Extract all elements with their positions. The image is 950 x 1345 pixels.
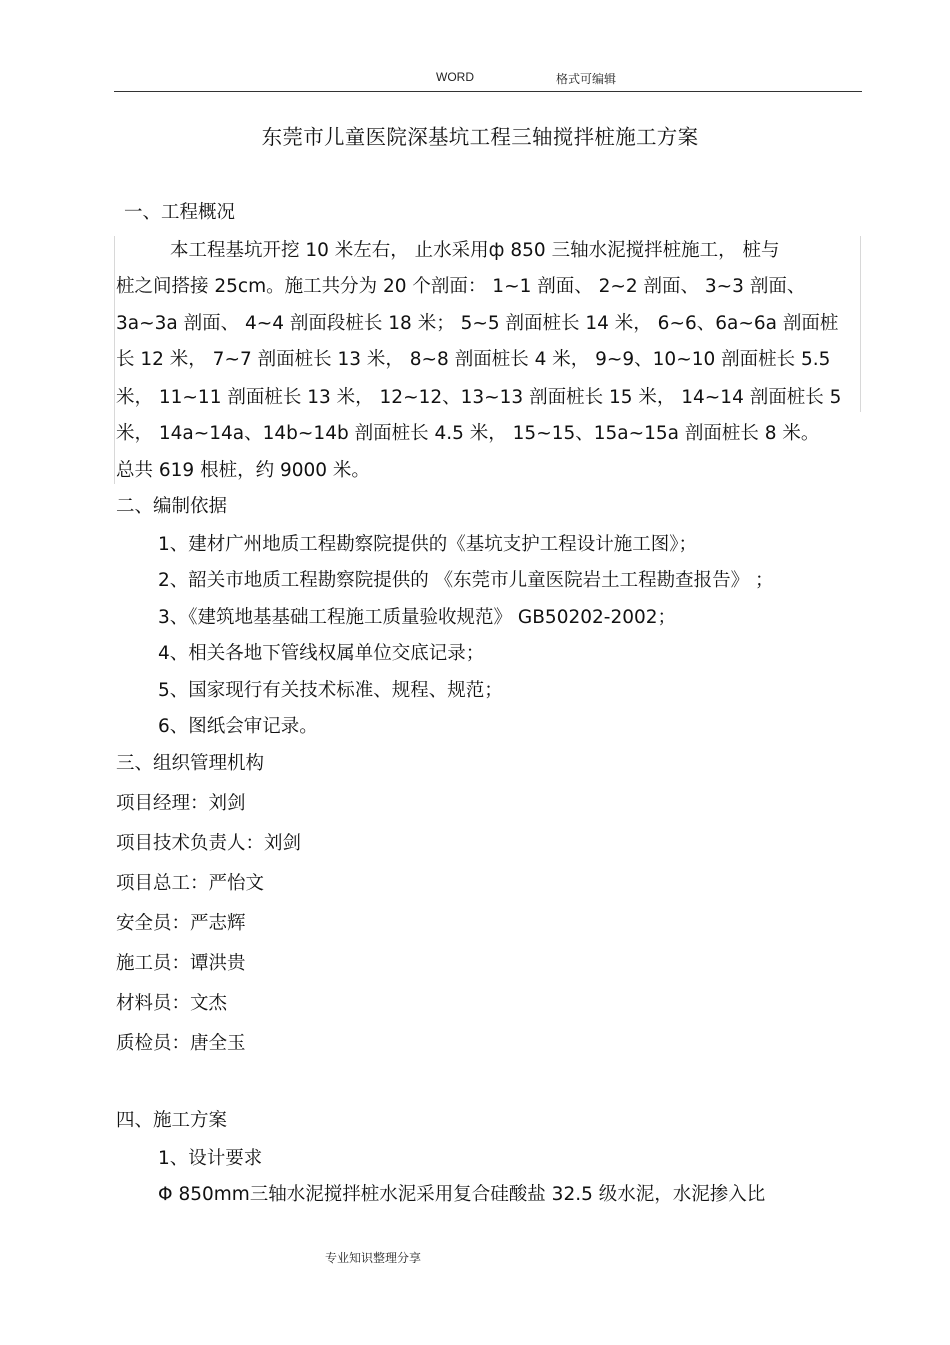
overview-line-4: 长 12 米， 7~7 剖面桩长 13 米， 8~8 剖面桩长 4 米， 9~9、10~10 剖面桩长 5.5	[116, 349, 831, 370]
header-divider	[114, 91, 862, 92]
text-box-guide	[114, 236, 115, 484]
overview-line-5: 米， 11~11 剖面桩长 13 米， 12~12、13~13 剖面桩长 15 米， 14~14 剖面桩长 5	[116, 387, 842, 408]
section-heading-organization: 三、组织管理机构	[116, 753, 265, 774]
overview-line-1: 本工程基坑开挖 10 米左右， 止水采用ф 850 三轴水泥搅拌桩施工， 桩与	[170, 240, 780, 261]
staff-safety-officer: 安全员：严志辉	[116, 913, 246, 934]
basis-item-1: 1、建材广州地质工程勘察院提供的《基坑支护工程设计施工图》；	[158, 534, 698, 555]
section-heading-overview: 一、工程概况	[124, 202, 236, 223]
staff-materials-officer: 材料员：文杰	[116, 993, 228, 1014]
page-footer: 专业知识整理分享	[325, 1251, 422, 1265]
staff-technical-lead: 项目技术负责人：刘剑	[116, 833, 302, 854]
document-title: 东莞市儿童医院深基坑工程三轴搅拌桩施工方案	[261, 125, 699, 149]
overview-line-6: 米， 14a~14a、14b~14b 剖面桩长 4.5 米， 15~15、15a~15a 剖面桩长 8 米。	[116, 423, 820, 444]
header-format-note: 格式可编辑	[556, 72, 617, 86]
basis-item-2: 2、韶关市地质工程勘察院提供的 《东莞市儿童医院岩土工程勘查报告》 ；	[158, 570, 774, 591]
overview-line-2: 桩之间搭接 25cm。施工共分为 20 个剖面： 1~1 剖面、 2~2 剖面、 3~3 剖面、	[116, 276, 806, 297]
basis-item-6: 6、图纸会审记录。	[158, 716, 318, 737]
staff-quality-inspector: 质检员：唐全玉	[116, 1033, 246, 1054]
basis-item-5: 5、国家现行有关技术标准、规程、规范；	[158, 680, 503, 701]
section-heading-basis: 二、编制依据	[116, 496, 228, 517]
basis-item-3: 3、《建筑地基基础工程施工质量验收规范》 GB50202-2002；	[158, 607, 677, 628]
overview-line-7: 总共 619 根桩，约 9000 米。	[116, 460, 370, 481]
basis-item-4: 4、相关各地下管线权属单位交底记录；	[158, 643, 485, 664]
staff-construction-officer: 施工员：谭洪贵	[116, 953, 246, 974]
staff-chief-engineer: 项目总工：严怡文	[116, 873, 265, 894]
section-heading-plan: 四、施工方案	[116, 1110, 228, 1131]
staff-project-manager: 项目经理：刘剑	[116, 793, 246, 814]
header-word-label: WORD	[436, 70, 474, 84]
overview-line-3: 3a~3a 剖面、 4~4 剖面段桩长 18 米； 5~5 剖面桩长 14 米， 6~6、6a~6a 剖面桩	[116, 313, 839, 334]
text-box-guide	[860, 236, 861, 412]
plan-design-text: Φ 850mm三轴水泥搅拌桩水泥采用复合硅酸盐 32.5 级水泥，水泥掺入比	[158, 1184, 766, 1205]
plan-subheading-design: 1、设计要求	[158, 1148, 263, 1169]
